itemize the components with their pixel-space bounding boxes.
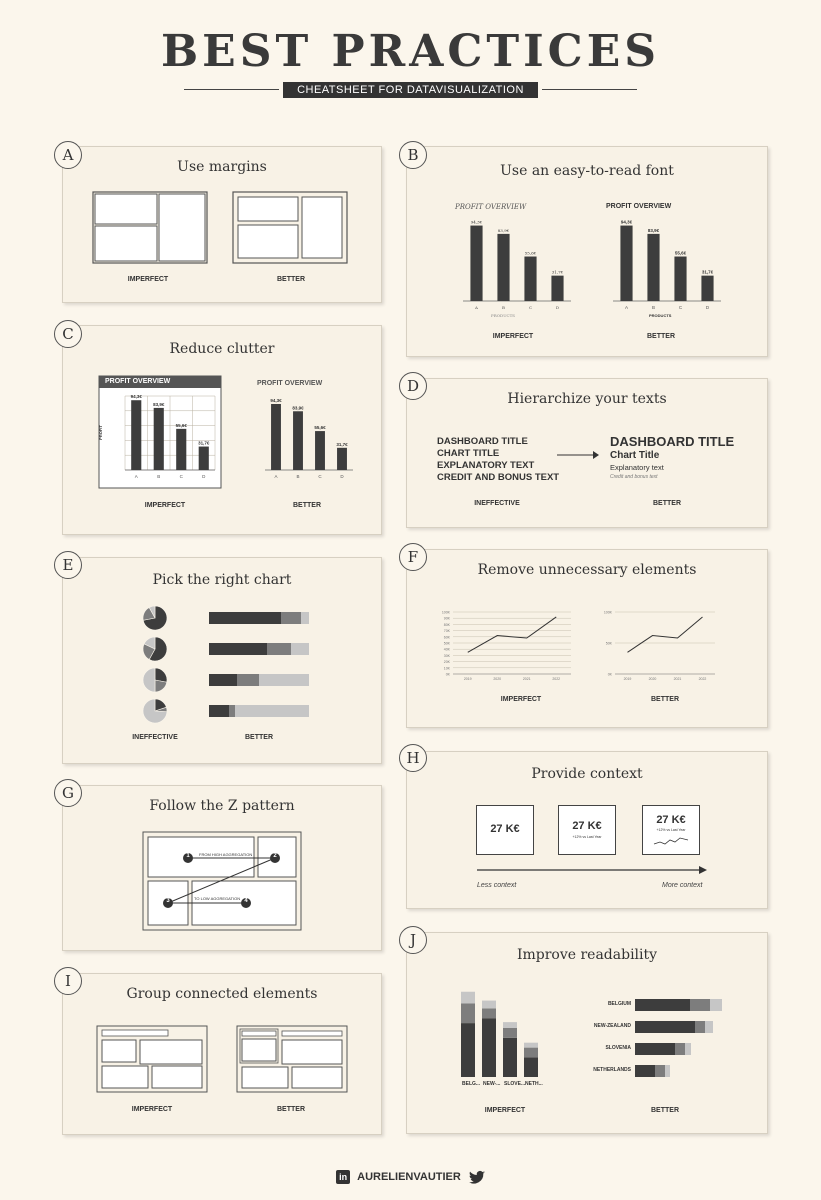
column-segment [461,1023,475,1077]
footer [0,1170,821,1184]
x-tick-label: 2019 [463,677,472,681]
card-c-chart-title-left: PROFIT OVERVIEW [105,378,171,385]
card-context [406,751,768,909]
card-j-title: Improve readability [516,947,658,963]
kpi-box-1 [476,805,534,855]
bar-D [551,276,563,301]
y-tick-label: 80K [443,622,450,627]
page-title: BEST PRACTICES [160,26,661,77]
bar-segment [665,1065,670,1077]
y-tick-label: 50K [605,641,612,646]
x-tick-label: B [157,474,161,479]
kpi-box-2 [558,805,616,855]
bar-segment [695,1021,705,1033]
column-segment [524,1048,538,1058]
x-tick-label: C [528,305,533,310]
card-i-caption-left: IMPERFECT [131,1106,173,1113]
bar-segment [685,1043,691,1055]
z-pattern-illustration [143,832,301,930]
card-c-better-bar-chart [261,392,353,484]
card-font [406,146,768,357]
card-b-title: Use an easy-to-read font [500,163,674,179]
card-f-caption-right: BETTER [651,696,679,703]
x-tick-label: B [296,474,300,479]
stacked-bar-segment [291,643,309,655]
badge-a: A [54,141,82,169]
card-b-chart-title-left: PROFIT OVERVIEW [455,203,527,211]
context-arrow-icon [477,866,707,874]
card-b-caption-left: IMPERFECT [492,333,534,340]
y-tick-label: 100K [441,610,450,615]
card-a-caption-right: BETTER [277,276,305,283]
card-c-caption-left: IMPERFECT [144,502,186,509]
kpi-sub-2: +12% vs Last Year [572,835,602,839]
y-tick-label: 60K [443,635,450,640]
bar-label: 31,7€ [336,441,348,447]
kpi-value-1: 27 K€ [490,823,520,835]
card-j-better-horizontal-bars [595,999,727,1079]
margins-imperfect-illustration [93,192,208,264]
card-margins [62,146,382,303]
card-c-title: Reduce clutter [169,341,275,357]
z-step-2: 2 [273,853,277,859]
bar-segment [705,1021,713,1033]
card-e-stacked-bars [209,612,311,718]
card-h-title: Provide context [531,766,643,782]
x-tick-label: 2022 [552,677,561,681]
card-e-title: Pick the right chart [152,572,292,588]
badge-c: C [54,320,82,348]
card-d-caption-left: INEFFECTIVE [474,500,520,507]
z-step-4: 4 [244,898,248,904]
card-remove-elements [406,549,768,728]
kpi-sparkline [654,835,688,847]
card-f-caption-left: IMPERFECT [500,696,542,703]
bar-segment [690,999,710,1011]
badge-d: D [399,372,427,400]
bar-label: 83,9€ [292,405,304,411]
bar-segment [635,1065,655,1077]
column-segment [503,1028,517,1038]
bar-D [199,447,209,470]
card-j-short-label-3: SLOVE... [504,1081,526,1087]
column-segment [482,1008,496,1018]
ineffective-line-1: DASHBOARD TITLE [437,436,528,447]
kpi-value-3: 27 K€ [656,814,686,826]
category-label: SLOVENIA [605,1045,631,1051]
x-tick-label: 2020 [648,677,657,681]
bar-label: 31,7€ [198,440,210,446]
card-c-chart-title-right: PROFIT OVERVIEW [257,380,323,387]
bar-segment [655,1065,665,1077]
bar-B [647,234,659,301]
x-tick-label: 2019 [623,677,632,681]
bar-segment [635,999,690,1011]
y-tick-label: 30K [443,653,450,658]
card-j-short-label-1: BELG... [462,1081,481,1087]
bar-D [701,276,713,301]
stacked-bar-segment [235,705,309,717]
badge-g: G [54,779,82,807]
bar-label: 55,6€ [175,422,187,428]
x-tick-label: C [179,474,183,479]
better-explanatory: Explanatory text [610,463,664,472]
twitter-icon[interactable] [469,1171,485,1183]
y-tick-label: 50K [443,641,450,646]
x-tick-label: A [475,305,478,310]
badge-j: J [399,926,427,954]
card-e-caption-left: INEFFECTIVE [132,734,178,741]
bar-label: 83,9€ [153,401,165,407]
kpi-sub-3: +12% vs Last Year [656,828,686,832]
more-context-label: More context [662,882,703,889]
card-c-caption-right: BETTER [293,502,321,509]
bar-C [315,431,325,470]
bar-label: 94,3€ [270,397,282,403]
card-i-caption-right: BETTER [277,1106,305,1113]
card-a-title: Use margins [177,159,267,175]
z-step-1: 1 [186,853,190,859]
card-clutter [62,325,382,535]
margins-better-illustration [233,192,348,264]
badge-b: B [399,141,427,169]
card-right-chart [62,557,382,764]
x-tick-label: D [705,305,710,310]
stacked-bar-segment [301,612,309,624]
y-tick-label: 0K [445,672,450,677]
group-better-illustration [237,1026,347,1092]
card-i-title: Group connected elements [126,986,318,1002]
stacked-bar-segment [209,705,229,717]
card-b-imperfect-bar-chart [457,211,571,321]
bar-B [497,234,509,301]
stacked-bar-segment [209,674,237,686]
bar-B [154,408,164,470]
subtitle-banner [180,82,641,98]
column-segment [524,1057,538,1077]
x-tick-label: D [555,305,560,310]
x-tick-label: 2021 [522,677,531,681]
stacked-bar-segment [237,674,259,686]
less-context-label: Less context [477,882,517,889]
y-tick-label: 40K [443,647,450,652]
card-z-pattern [62,785,382,951]
bar-label: 55,6€ [674,250,687,256]
category-label: BELGIUM [607,1001,631,1007]
card-f-title: Remove unnecessary elements [477,562,697,578]
bar-label: 55,6€ [314,425,326,431]
card-readability [406,932,768,1134]
bar-segment [710,999,722,1011]
line-series [628,617,703,652]
bar-C [524,257,536,301]
card-d-title: Hierarchize your texts [507,391,667,407]
line-series [468,617,557,652]
z-high-label: FROM HIGH AGGREGATION [199,852,253,857]
card-b-xlabel-left: PRODUCTS [491,313,516,318]
badge-i: I [54,967,82,995]
x-tick-label: A [274,474,278,479]
x-tick-label: 2020 [493,677,502,681]
pie-slice [155,680,167,692]
stacked-bar-segment [267,643,291,655]
bar-D [337,448,347,470]
bar-A [620,226,632,301]
y-tick-label: 10K [443,666,450,671]
stacked-bar-segment [281,612,301,624]
y-tick-label: 100K [603,610,612,615]
x-tick-label: C [318,474,322,479]
kpi-value-2: 27 K€ [572,820,602,832]
bar-label: 83,9€ [497,227,510,233]
card-b-chart-title-right: PROFIT OVERVIEW [606,203,672,210]
bar-label: 55,6€ [524,250,537,256]
column-segment [461,992,475,1004]
stacked-bar-segment [209,643,267,655]
column-segment [482,1018,496,1077]
column-segment [524,1043,538,1048]
bar-label: 31,7€ [551,269,564,275]
column-segment [461,1004,475,1024]
better-dashboard-title: DASHBOARD TITLE [610,434,735,449]
ineffective-line-3: EXPLANATORY TEXT [437,460,535,471]
bar-label: 83,9€ [647,227,660,233]
y-tick-label: 90K [443,616,450,621]
card-c-imperfect-bar-chart [115,390,215,482]
card-e-caption-right: BETTER [245,734,273,741]
card-j-caption-left: IMPERFECT [484,1107,526,1114]
bar-A [470,226,482,301]
group-imperfect-illustration [97,1026,207,1092]
card-g-title: Follow the Z pattern [149,798,295,814]
bar-B [293,411,303,470]
bar-label: 94,3€ [130,394,142,400]
y-tick-label: 0K [607,672,612,677]
z-step-3: 3 [166,898,170,904]
bar-C [674,257,686,301]
x-tick-label: 2021 [673,677,682,681]
linkedin-icon[interactable]: in [336,1170,350,1184]
x-tick-label: D [340,474,344,479]
x-tick-label: C [678,305,683,310]
card-hierarchy [406,378,768,528]
card-f-imperfect-line-chart [433,608,575,684]
pie-slice [143,668,155,692]
card-e-pie-charts [141,604,169,726]
badge-e: E [54,551,82,579]
card-c-ylabel: PROFIT [97,425,103,440]
stacked-bar-segment [209,612,281,624]
card-b-better-bar-chart [607,211,721,321]
arrow-icon [557,451,599,459]
column-segment [503,1038,517,1077]
y-tick-label: 20K [443,660,450,665]
column-segment [482,1001,496,1009]
card-f-better-line-chart [595,608,719,684]
card-j-short-label-4: NETH... [525,1081,543,1087]
bar-segment [675,1043,685,1055]
z-low-label: TO LOW AGGREGATION [194,896,241,901]
better-chart-title: Chart Title [610,450,660,461]
ineffective-line-4: CREDIT AND BONUS TEXT [437,472,560,483]
bar-segment [635,1021,695,1033]
stacked-bar-segment [229,705,235,717]
bar-A [271,404,281,470]
category-label: NEW-ZEALAND [593,1023,631,1029]
category-label: NETHERLANDS [593,1067,631,1073]
column-segment [503,1022,517,1028]
card-group-elements [62,973,382,1135]
card-j-caption-right: BETTER [651,1107,679,1114]
x-tick-label: 2022 [698,677,707,681]
ineffective-line-2: CHART TITLE [437,448,500,459]
card-j-short-label-2: NEW-... [483,1081,501,1087]
bar-label: 94,3€ [470,219,483,225]
subtitle: CHEATSHEET FOR DATAVISUALIZATION [283,82,538,98]
x-tick-label: B [651,305,656,310]
x-tick-label: A [134,474,138,479]
card-b-caption-right: BETTER [647,333,675,340]
card-a-caption-left: IMPERFECT [127,276,169,283]
y-tick-label: 70K [443,629,450,634]
badge-h: H [399,744,427,772]
card-j-imperfect-stacked-columns [461,987,547,1077]
x-tick-label: B [502,305,505,310]
author-handle[interactable]: AURELIENVAUTIER [357,1171,461,1183]
bar-C [176,429,186,470]
bar-A [131,400,141,470]
badge-f: F [399,543,427,571]
card-d-caption-right: BETTER [653,500,681,507]
bar-segment [635,1043,675,1055]
x-tick-label: D [202,474,206,479]
x-tick-label: A [624,305,629,310]
kpi-box-3 [642,805,700,855]
card-b-xlabel-right: PRODUCTS [649,313,672,318]
better-credit: Credit and bonus text [610,474,658,480]
bar-label: 31,7€ [701,269,714,275]
bar-label: 94,3€ [620,219,633,225]
stacked-bar-segment [259,674,309,686]
